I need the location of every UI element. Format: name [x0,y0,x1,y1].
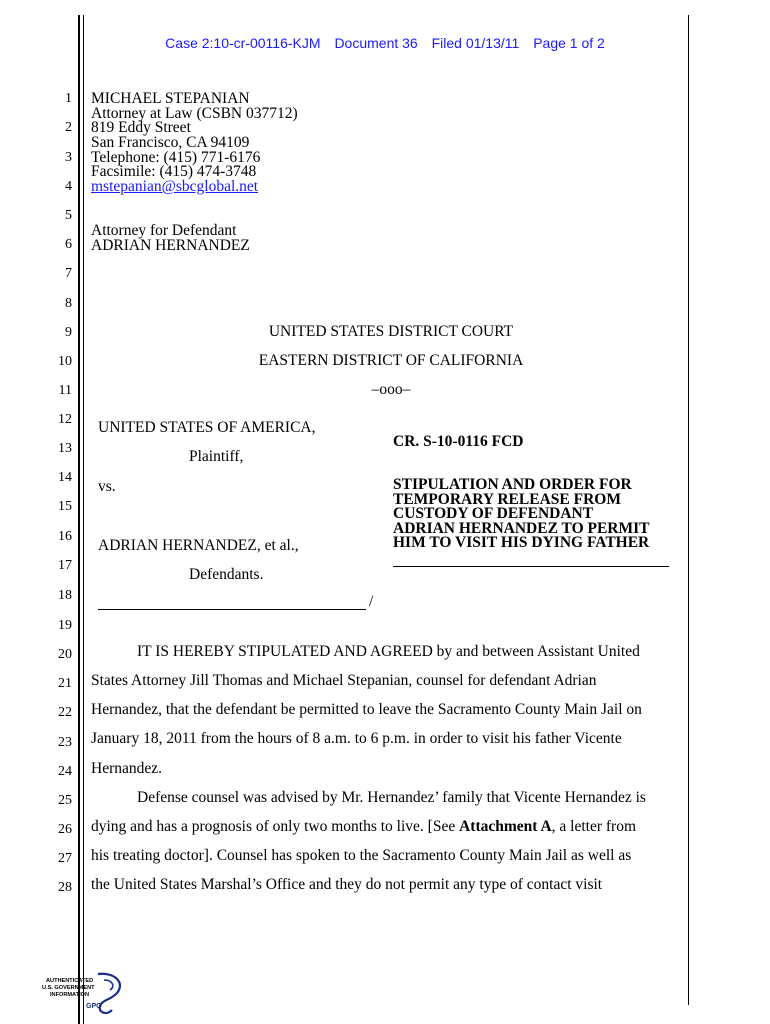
filed-date-stamp: Filed 01/13/11 [431,35,520,51]
body-line-21: States Attorney Jill Thomas and Michael Stepanian, counsel for defendant Adrian [91,672,597,689]
attorney-role-block [91,223,250,252]
attorney-fax: Facsimile: (415) 474-3748 [91,163,257,181]
line-number: 10 [58,354,72,369]
caption-underline [98,609,366,610]
line-number: 6 [65,237,72,252]
body-line-28: the United States Marshal’s Office and they do not permit any type of contact visit [91,876,603,893]
line-number: 4 [65,179,72,194]
gpo-text-line2: U.S. GOVERNMENT [42,985,95,991]
caption-plaintiff-role: Plaintiff, [189,448,244,465]
line-number: 18 [58,588,72,603]
body-line-26 [91,818,636,836]
document-title-line: ADRIAN HERNANDEZ TO PERMIT [393,519,650,537]
line-number: 15 [58,499,72,514]
line-number: 9 [65,325,72,340]
attorney-header [91,91,298,194]
ecf-header-stamp [0,35,770,51]
body-line-23: January 18, 2011 from the hours of 8 a.m. to 6 p.m. in order to visit his father Vicente [91,730,622,747]
line-number: 24 [58,764,72,779]
gpo-text-line1: AUTHENTICATED [46,978,94,984]
line-number: 28 [58,880,72,895]
case-number-stamp: Case 2:10-cr-00116-KJM [165,35,321,51]
line-number: 23 [58,735,72,750]
attorney-email-link[interactable]: mstepanian@sbcglobal.net [91,178,259,196]
attorney-client: ADRIAN HERNANDEZ [91,236,250,254]
attorney-name: MICHAEL STEPANIAN [91,90,250,107]
body-line-22: Hernandez, that the defendant be permitted to leave the Sacramento County Main Jail on [91,701,642,718]
line-number: 20 [58,647,72,662]
body-text: , a letter from [551,818,637,835]
line-number: 25 [58,793,72,808]
line-number: 12 [58,412,72,427]
left-margin-rule-outer [78,15,80,1024]
document-title [393,478,650,551]
line-number: 27 [58,851,72,866]
left-margin-rule-inner [83,15,84,1024]
line-number: 11 [58,383,72,398]
line-number: 13 [58,441,72,456]
case-number: CR. S-10-0116 FCD [393,433,524,450]
court-separator: –ooo– [371,381,411,398]
body-line-25: Defense counsel was advised by Mr. Hernandez’ family that Vicente Hernandez is [137,789,646,806]
gpo-authentication-logo [42,970,130,1018]
attorney-city: San Francisco, CA 94109 [91,134,250,152]
line-number: 17 [58,558,72,573]
attorney-bar-number: Attorney at Law (CSBN 037712) [91,104,298,122]
body-line-20: IT IS HEREBY STIPULATED AND AGREED by and between Assistant United [137,643,640,660]
line-number: 16 [58,529,72,544]
attachment-reference: Attachment A [459,818,552,835]
body-line-27: his treating doctor]. Counsel has spoken to the Sacramento County Main Jail as well as [91,847,632,864]
line-number: 22 [58,705,72,720]
attorney-phone: Telephone: (415) 771-6176 [91,148,261,166]
line-number: 7 [65,266,72,281]
line-number: 3 [65,150,72,165]
body-text: dying and has a prognosis of only two months to live. [See [91,818,460,835]
line-number: 5 [65,208,72,223]
caption-plaintiff: UNITED STATES OF AMERICA, [98,419,316,436]
court-name: UNITED STATES DISTRICT COURT [268,323,514,340]
line-number: 2 [65,120,72,135]
line-number: 14 [58,470,72,485]
document-title-line: CUSTODY OF DEFENDANT [393,505,594,522]
document-title-line: STIPULATION AND ORDER FOR [393,476,632,493]
gpo-mark: GPO [86,1003,102,1010]
gpo-text-line3: INFORMATION [50,992,90,998]
title-underline [393,566,669,567]
attorney-role: Attorney for Defendant [91,222,237,239]
line-number: 8 [65,296,72,311]
line-number: 21 [58,676,72,691]
right-margin-rule [688,15,689,1005]
page-count-stamp: Page 1 of 2 [533,35,605,51]
line-number: 26 [58,822,72,837]
attorney-street: 819 Eddy Street [91,119,191,137]
document-number-stamp: Document 36 [334,35,418,51]
caption-vs: vs. [98,478,116,495]
caption-defendant: ADRIAN HERNANDEZ, et al., [98,537,299,554]
body-line-24: Hernandez. [91,760,162,777]
caption-slash: / [369,593,374,610]
line-number: 1 [65,91,72,106]
document-title-line: TEMPORARY RELEASE FROM [393,490,621,508]
court-district: EASTERN DISTRICT OF CALIFORNIA [258,352,524,369]
document-title-line: HIM TO VISIT HIS DYING FATHER [393,534,650,551]
line-number: 19 [58,618,72,633]
caption-defendant-role: Defendants. [189,566,264,583]
